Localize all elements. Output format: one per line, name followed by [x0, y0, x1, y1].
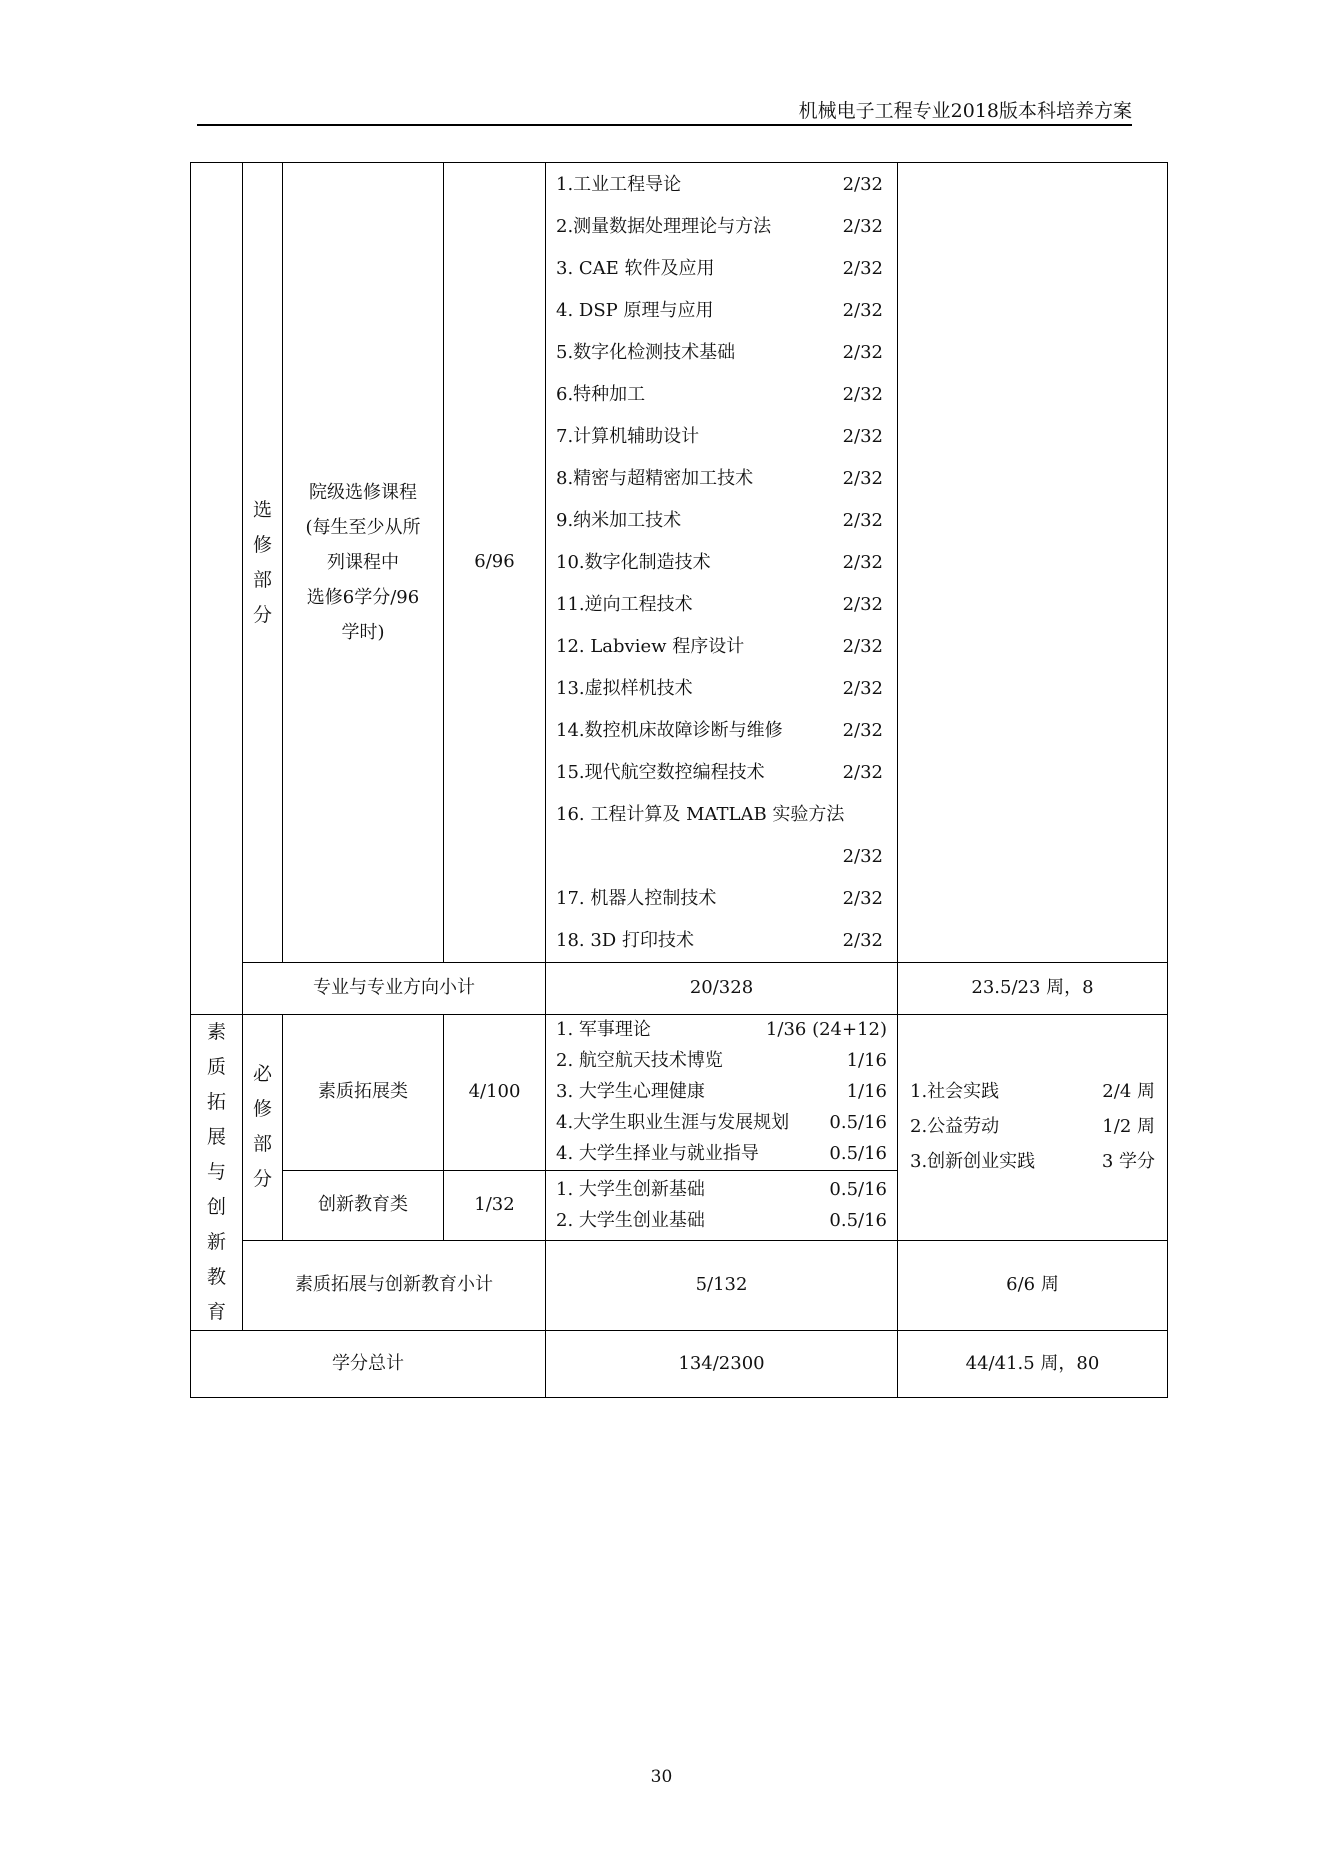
page-header [197, 96, 1132, 126]
course-credits: 1/16 [846, 1081, 887, 1103]
quality-subtotal-credits: 5/132 [546, 1240, 898, 1330]
course-credits: 2/32 [842, 257, 883, 279]
course-name: 3. 大学生心理健康 [556, 1081, 705, 1103]
course-name: 1.工业工程导论 [556, 173, 682, 195]
elective-credits: 6/96 [444, 163, 546, 963]
course-name: 3.创新创业实践 [910, 1151, 1036, 1173]
major-subtotal-practice: 23.5/23 周，8 [898, 963, 1168, 1015]
course-name: 11.逆向工程技术 [556, 593, 693, 615]
elective-course-item [546, 206, 897, 248]
course-credits: 2/32 [842, 383, 883, 405]
innovation-credits: 1/32 [444, 1171, 546, 1240]
elective-course-item [546, 752, 897, 794]
course-credits: 2/32 [842, 341, 883, 363]
course-name: 1. 大学生创新基础 [556, 1178, 705, 1200]
quality-subtotal-label: 素质拓展与创新教育小计 [243, 1240, 546, 1330]
elective-group-label [243, 163, 283, 963]
elective-course-item [546, 794, 897, 836]
course-credits: 2/32 [842, 173, 883, 195]
elective-course-item [546, 164, 897, 206]
major-subtotal-row [191, 963, 1168, 1015]
course-credits: 1/16 [846, 1050, 887, 1072]
label-char: 修 [252, 533, 272, 556]
course-name: 9.纳米加工技术 [556, 509, 682, 531]
expand-credits: 4/100 [444, 1015, 546, 1171]
course-name: 18. 3D 打印技术 [556, 929, 694, 951]
elective-practice-blank [898, 163, 1168, 963]
elective-course-item [546, 416, 897, 458]
course-name: 2. 大学生创业基础 [556, 1209, 705, 1231]
label-char: 质 [206, 1056, 226, 1078]
expand-course-list [546, 1015, 898, 1171]
course-credits: 2/32 [842, 887, 883, 909]
elective-course-item [546, 374, 897, 416]
label-char: 素 [206, 1021, 226, 1043]
course-credits: 0.5/16 [829, 1143, 887, 1165]
course-credits: 2/32 [842, 425, 883, 447]
type-line: (每生至少从所 [305, 517, 421, 538]
expand-course-item [546, 1015, 897, 1046]
label-char: 创 [206, 1196, 226, 1218]
course-credits: 2/32 [842, 635, 883, 657]
elective-course-type [283, 163, 444, 963]
type-line: 院级选修课程 [309, 482, 417, 503]
label-char: 选 [252, 498, 272, 521]
course-credits: 0.5/16 [829, 1112, 887, 1134]
label-char: 拓 [206, 1091, 226, 1113]
course-credits: 2/32 [842, 929, 883, 951]
label-char: 必 [252, 1063, 272, 1086]
type-line: 列课程中 [327, 552, 399, 573]
course-name: 4.大学生职业生涯与发展规划 [556, 1112, 790, 1134]
elective-course-item [546, 710, 897, 752]
expand-course-item [546, 1046, 897, 1077]
quality-subtotal-practice: 6/6 周 [898, 1240, 1168, 1330]
expand-course-item [546, 1139, 897, 1170]
quality-section-label [191, 1015, 243, 1331]
label-char: 育 [206, 1301, 226, 1323]
section-cell-blank [191, 163, 243, 1015]
course-credits: 2/32 [842, 845, 883, 867]
total-row [191, 1331, 1168, 1398]
course-name: 1. 军事理论 [556, 1019, 651, 1041]
practice-item [898, 1075, 1167, 1110]
quality-subtotal-row [191, 1240, 1168, 1330]
quality-expand-row [191, 1015, 1168, 1171]
course-credits: 2/32 [842, 677, 883, 699]
course-name: 14.数控机床故障诊断与维修 [556, 719, 783, 741]
type-line: 学时) [341, 622, 385, 643]
required-group-label [243, 1015, 283, 1241]
course-name: 4. DSP 原理与应用 [556, 299, 714, 321]
course-name: 6.特种加工 [556, 383, 646, 405]
elective-course-item [546, 332, 897, 374]
total-label: 学分总计 [191, 1331, 546, 1398]
course-credits: 2/32 [842, 299, 883, 321]
elective-course-item [546, 458, 897, 500]
label-char: 分 [252, 1168, 272, 1191]
total-practice: 44/41.5 周，80 [898, 1331, 1168, 1398]
course-name: 2. 航空航天技术博览 [556, 1050, 723, 1072]
practice-item [898, 1145, 1167, 1180]
elective-course-item [546, 248, 897, 290]
type-line: 选修6学分/96 [306, 587, 420, 608]
elective-course-item [546, 920, 897, 962]
course-name: 1.社会实践 [910, 1081, 1000, 1103]
course-credits: 2/32 [842, 509, 883, 531]
course-name: 4. 大学生择业与就业指导 [556, 1143, 759, 1165]
elective-course-item [546, 878, 897, 920]
innovation-label: 创新教育类 [283, 1171, 444, 1240]
course-name: 10.数字化制造技术 [556, 551, 711, 573]
course-name: 15.现代航空数控编程技术 [556, 761, 765, 783]
elective-course-item [546, 584, 897, 626]
elective-course-item [546, 836, 897, 878]
course-name: 2.测量数据处理理论与方法 [556, 215, 772, 237]
curriculum-table [190, 162, 1168, 1398]
label-char: 修 [252, 1098, 272, 1121]
elective-course-item [546, 290, 897, 332]
course-credits: 2/32 [842, 761, 883, 783]
label-char: 展 [206, 1126, 226, 1148]
elective-course-item [546, 668, 897, 710]
course-name: 2.公益劳动 [910, 1116, 1000, 1138]
practice-item [898, 1110, 1167, 1145]
course-name: 5.数字化检测技术基础 [556, 341, 736, 363]
label-char: 新 [206, 1231, 226, 1253]
label-char: 教 [206, 1266, 226, 1288]
course-name: 17. 机器人控制技术 [556, 887, 717, 909]
major-subtotal-credits: 20/328 [546, 963, 898, 1015]
course-credits: 2/32 [842, 467, 883, 489]
elective-course-item [546, 500, 897, 542]
course-credits: 2/4 周 [1102, 1081, 1155, 1103]
course-credits: 2/32 [842, 719, 883, 741]
quality-practice-list [898, 1015, 1168, 1241]
innovation-course-item [546, 1175, 897, 1206]
course-credits: 1/2 周 [1102, 1116, 1155, 1138]
course-credits: 1/36 (24+12) [765, 1019, 887, 1041]
expand-label: 素质拓展类 [283, 1015, 444, 1171]
course-credits: 2/32 [842, 551, 883, 573]
elective-course-item [546, 626, 897, 668]
document-title: 机械电子工程专业2018版本科培养方案 [798, 100, 1132, 122]
course-credits: 2/32 [842, 593, 883, 615]
innovation-course-list [546, 1171, 898, 1240]
course-credits: 3 学分 [1101, 1151, 1155, 1173]
expand-course-item [546, 1108, 897, 1139]
course-name: 3. CAE 软件及应用 [556, 257, 715, 279]
label-char: 分 [252, 603, 272, 626]
major-subtotal-label: 专业与专业方向小计 [243, 963, 546, 1015]
elective-course-item [546, 542, 897, 584]
course-credits: 0.5/16 [829, 1209, 887, 1231]
label-char: 部 [252, 568, 272, 591]
total-credits: 134/2300 [546, 1331, 898, 1398]
page-number: 30 [650, 1767, 673, 1787]
elective-row [191, 163, 1168, 963]
label-char: 与 [206, 1161, 226, 1183]
expand-course-item [546, 1077, 897, 1108]
elective-course-list [546, 163, 898, 963]
course-credits: 0.5/16 [829, 1178, 887, 1200]
course-name: 12. Labview 程序设计 [556, 635, 745, 657]
course-name: 16. 工程计算及 MATLAB 实验方法 [556, 803, 845, 825]
label-char: 部 [252, 1133, 272, 1156]
course-credits: 2/32 [842, 215, 883, 237]
course-name: 13.虚拟样机技术 [556, 677, 693, 699]
course-name: 7.计算机辅助设计 [556, 425, 700, 447]
innovation-course-item [546, 1206, 897, 1237]
course-name: 8.精密与超精密加工技术 [556, 467, 754, 489]
